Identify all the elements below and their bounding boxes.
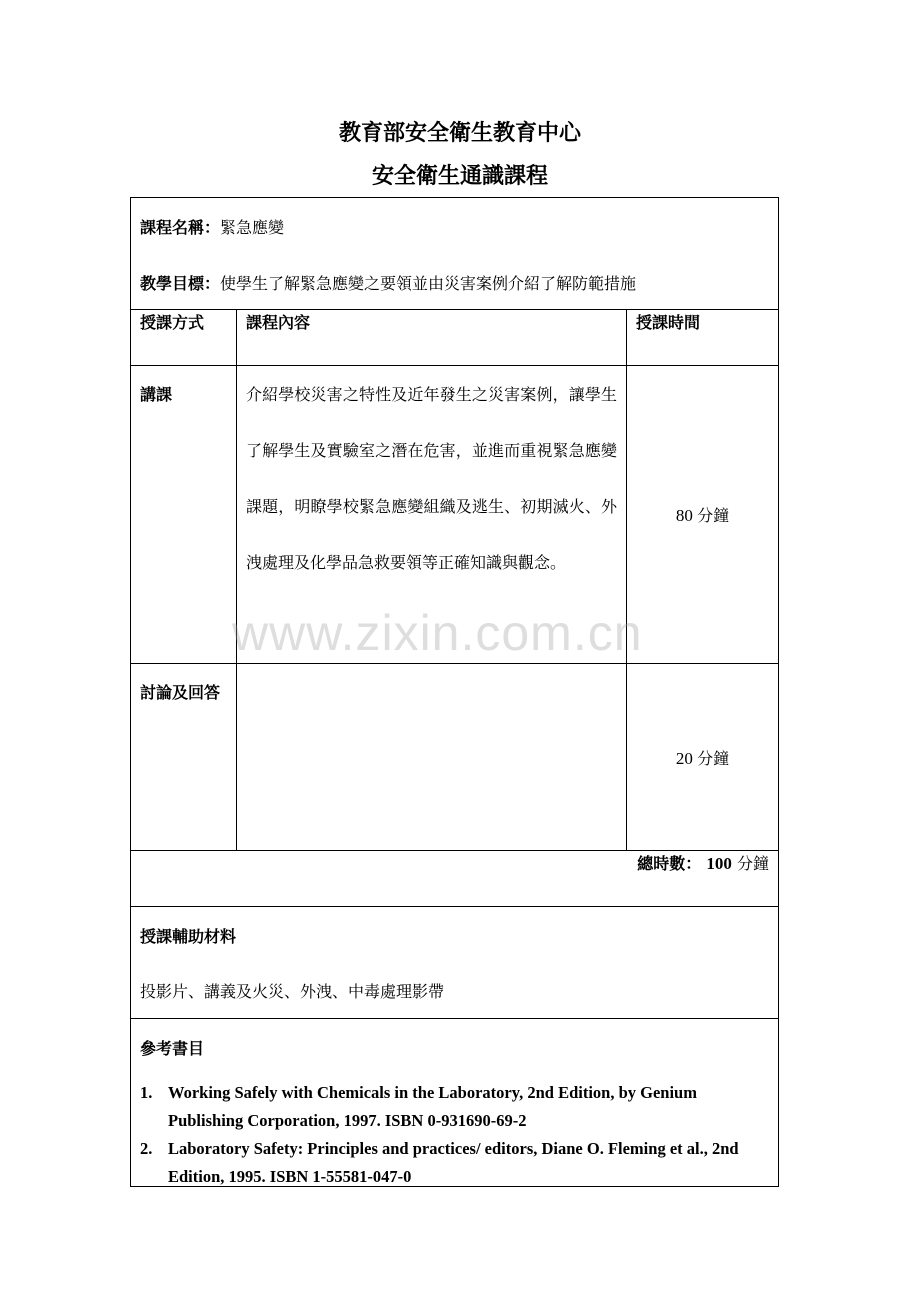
method-cell	[131, 366, 237, 664]
course-info-cell	[131, 198, 779, 310]
reference-text: Working Safely with Chemicals in the Laboratory, 2nd Edition, by Genium Publishing Corporation, 1997. ISBN 0-931690-69-2	[168, 1083, 697, 1130]
total-cell	[131, 851, 779, 907]
teaching-goal-value: 使學生了解緊急應變之要領並由災害案例介紹了解防範措施	[220, 274, 637, 293]
reference-text: Laboratory Safety: Principles and practices/ editors, Diane O. Fleming et al., 2nd Edition, 1995. ISBN 1-55581-047-0	[168, 1139, 739, 1186]
content-cell	[237, 366, 627, 664]
reference-number: 1.	[140, 1083, 153, 1102]
total-row	[131, 851, 779, 907]
total-value-unit: 分鐘	[737, 854, 770, 873]
org-title: 教育部安全衛生教育中心	[338, 121, 581, 146]
course-series-title: 安全衛生通識課程	[371, 164, 548, 189]
total-label: 總時數：	[637, 854, 702, 873]
references-list	[140, 1079, 768, 1191]
method-discussion: 討論及回答	[140, 683, 221, 702]
references-cell	[131, 1019, 779, 1187]
method-cell	[131, 664, 237, 851]
discussion-time-unit: 分鐘	[697, 748, 730, 768]
list-item	[140, 1079, 768, 1135]
materials-title: 授課輔助材料	[140, 927, 237, 946]
time-cell	[627, 664, 779, 851]
course-table	[130, 197, 779, 1187]
lecture-content: 介紹學校災害之特性及近年發生之災害案例，讓學生了解學生及實驗室之潛在危害，並進而重視緊急應變課題，明瞭學校緊急應變組織及逃生、初期滅火、外洩處理及化學品急救要領等正確知識與觀念。	[246, 385, 617, 572]
watermark: www.zixin.com.cn	[232, 605, 643, 661]
references-row	[131, 1019, 779, 1187]
header-method: 授課方式	[131, 310, 237, 366]
table-row	[131, 664, 779, 851]
total-value-number: 100	[706, 854, 732, 873]
header-time: 授課時間	[627, 310, 779, 366]
header-content: 課程內容	[237, 310, 627, 366]
course-info-row	[131, 198, 779, 310]
course-name-value: 緊急應變	[220, 218, 285, 237]
table-header-row	[131, 310, 779, 366]
content-cell	[237, 664, 627, 851]
materials-text: 投影片、講義及火災、外洩、中毒處理影帶	[140, 982, 445, 1001]
lecture-time-unit: 分鐘	[697, 506, 730, 525]
time-cell	[627, 366, 779, 664]
list-item	[140, 1135, 768, 1191]
course-name-label: 課程名稱：	[140, 218, 221, 237]
reference-number: 2.	[140, 1139, 153, 1158]
lecture-time-number: 80	[675, 506, 693, 525]
references-title: 參考書目	[140, 1039, 205, 1058]
materials-cell	[131, 907, 779, 1019]
table-row	[131, 366, 779, 664]
teaching-goal-label: 教學目標：	[140, 274, 221, 293]
method-lecture: 講課	[140, 385, 173, 404]
materials-row	[131, 907, 779, 1019]
discussion-time-number: 20	[675, 748, 693, 768]
teaching-goal	[140, 274, 636, 294]
course-name	[140, 218, 284, 238]
